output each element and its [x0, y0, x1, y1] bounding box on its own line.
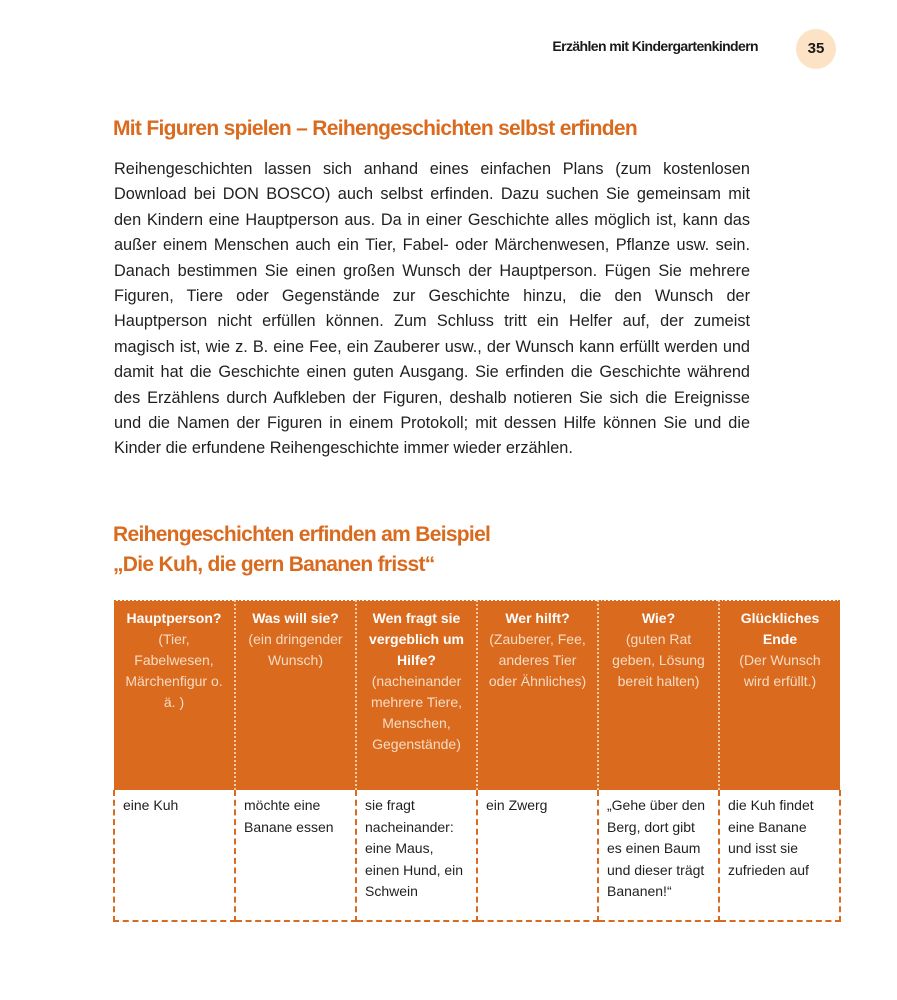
table-cell [719, 790, 840, 921]
column-header [477, 601, 598, 790]
running-header-title: Erzählen mit Kindergartenkindern [552, 38, 758, 54]
cell-text: ein Zwerg [486, 797, 548, 813]
column-header [598, 601, 719, 790]
table-header-row [114, 601, 840, 790]
column-header-subtitle: (ein dringender Wunsch) [248, 631, 343, 668]
body-paragraph [114, 157, 750, 462]
column-header-title: Wen fragt sie vergeblich um Hilfe? [369, 610, 464, 668]
column-header [356, 601, 477, 790]
column-header [719, 601, 840, 790]
example-heading-line1: Reihengeschichten erfinden am Beispiel [113, 523, 491, 546]
story-plan-table [113, 600, 841, 922]
column-header-subtitle: (nacheinander mehrere Tiere, Menschen, Gegenstände) [370, 673, 463, 752]
column-header-title: Glückliches Ende [740, 610, 820, 647]
column-header [114, 601, 235, 790]
column-header-title: Hauptperson? [126, 610, 222, 626]
table-cell [356, 790, 477, 921]
column-header-title: Was will sie? [252, 610, 339, 626]
column-header-subtitle: (Zauberer, Fee, anderes Tier oder Ähnliches) [488, 631, 587, 689]
column-header-subtitle: (Der Wunsch wird erfüllt.) [739, 652, 821, 689]
cell-text: „Gehe über den Berg, dort gibt es einen Baum und dieser trägt Bananen!“ [607, 797, 706, 899]
table-cell [235, 790, 356, 921]
example-heading-line2: „Die Kuh, die gern Bananen frisst“ [113, 553, 435, 576]
section-heading: Mit Figuren spielen – Reihengeschichten selbst erfinden [113, 117, 637, 140]
table-cell [598, 790, 719, 921]
table-row [114, 790, 840, 921]
table-cell [477, 790, 598, 921]
cell-text: die Kuh findet eine Banane und isst sie zufrieden auf [728, 797, 814, 878]
cell-text: sie fragt nacheinander: eine Maus, einen Hund, ein Schwein [365, 797, 464, 899]
column-header [235, 601, 356, 790]
column-header-title: Wie? [641, 610, 676, 626]
cell-text: möchte eine Banane essen [244, 797, 334, 835]
column-header-subtitle: (guten Rat geben, Lösung bereit halten) [612, 631, 705, 689]
column-header-title: Wer hilft? [505, 610, 570, 626]
page-number-badge: 35 [796, 29, 836, 69]
column-header-subtitle: (Tier, Fabelwesen, Märchenfigur o. ä. ) [125, 631, 223, 710]
table-cell [114, 790, 235, 921]
example-heading [113, 520, 773, 580]
cell-text: eine Kuh [123, 797, 179, 813]
paragraph-text: Reihengeschichten lassen sich anhand eines einfachen Plans (zum kostenlosen Download bei DON BOSCO) auch selbst erfinden. Dazu suchen Sie gemeinsam mit den Kindern eine Hauptperson aus. Da in einer Geschichte alles möglich ist, kann das außer einem Menschen auch ein Tier, Fabel- oder Märchenwesen, Pflanze usw. sein. Danach bestimmen Sie einen großen Wunsch der Hauptperson. Fügen Sie mehrere Figuren, Tiere oder Gegenstände zur Geschichte hinzu, die den Wunsch der Hauptperson nicht erfüllen können. Zum Schluss tritt ein Helfer auf, der zumeist magisch ist, wie z. B. eine Fee, ein Zauberer usw., der Wunsch kann erfüllt werden und damit hat die Geschichte einen guten Ausgang. Sie erfinden die Geschichte während des Erzählens durch Aufkleben der Figuren, deshalb notieren Sie sich die Ereignisse und die Namen der Figuren in einem Protokoll; mit dessen Hilfe können Sie und die Kinder die erfundene Reihengeschichte immer wieder erzählen. [114, 160, 750, 458]
